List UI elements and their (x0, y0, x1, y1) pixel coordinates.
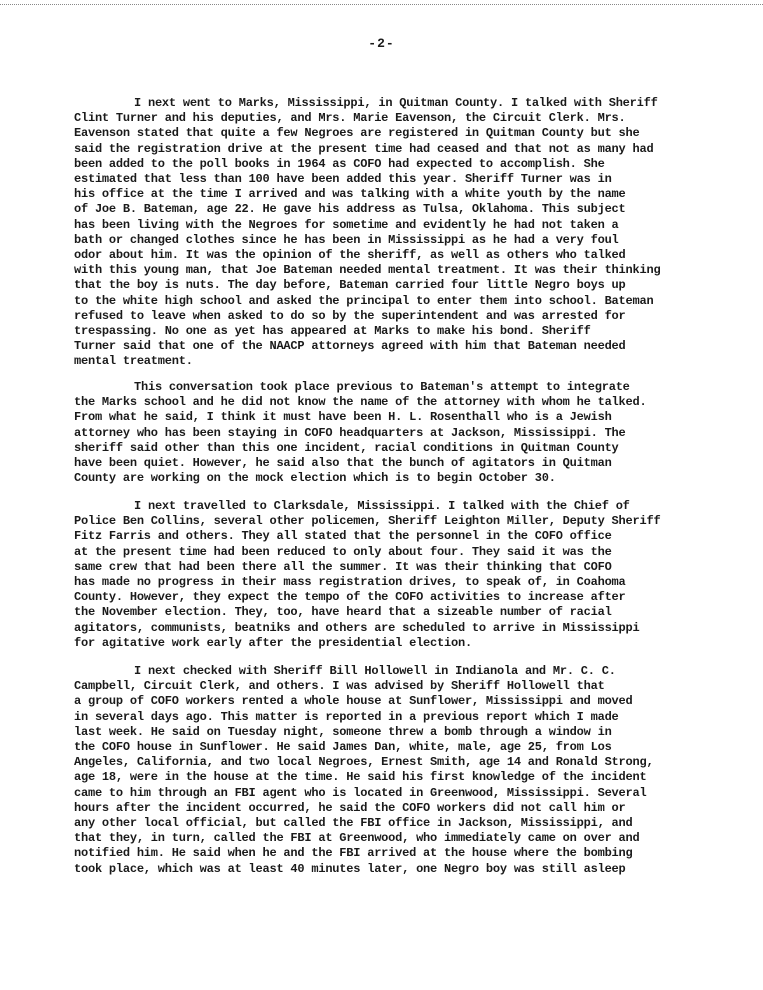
text-line: This conversation took place previous to Bateman's attempt to integrate (134, 380, 630, 394)
text-line: hours after the incident occurred, he said the COFO workers did not call him or (74, 800, 626, 815)
text-line: Clint Turner and his deputies, and Mrs. Marie Eavenson, the Circuit Clerk. Mrs. (74, 111, 626, 126)
paragraph-rosenthall (74, 380, 714, 486)
text-line: age 18, were in the house at the time. He said his first knowledge of the incident (74, 770, 647, 785)
text-line: in several days ago. This matter is reported in a previous report which I made (74, 709, 619, 724)
text-line: County. However, they expect the tempo of the COFO activities to increase after (74, 590, 626, 605)
text-line: been added to the poll books in 1964 as COFO had expected to accomplish. She (74, 156, 605, 171)
text-line: sheriff said other than this one incident, racial conditions in Quitman County (74, 440, 619, 455)
text-line: said the registration drive at the present time had ceased and that not as many had (74, 141, 654, 156)
text-line: the November election. They, too, have heard that a sizeable number of racial (74, 605, 612, 620)
page-top-edge (0, 4, 763, 5)
text-line: County are working on the mock election which is to begin October 30. (74, 471, 556, 486)
text-line: mental treatment. (74, 354, 193, 369)
text-line: estimated that less than 100 have been added this year. Sheriff Turner was in (74, 172, 612, 187)
text-line: trespassing. No one as yet has appeared at Marks to make his bond. Sheriff (74, 324, 591, 339)
text-line: agitators, communists, beatniks and others are scheduled to arrive in Mississippi (74, 620, 640, 635)
text-line: the Marks school and he did not know the name of the attorney with whom he talked. (74, 395, 647, 410)
text-line: his office at the time I arrived and was talking with a white youth by the name (74, 187, 626, 202)
text-line: From what he said, I think it must have been H. L. Rosenthall who is a Jewish (74, 410, 612, 425)
text-line: Turner said that one of the NAACP attorneys agreed with him that Bateman needed (74, 339, 626, 354)
text-line: I next checked with Sheriff Bill Hollowell in Indianola and Mr. C. C. (134, 664, 616, 678)
text-line: came to him through an FBI agent who is located in Greenwood, Mississippi. Several (74, 785, 647, 800)
text-line: refused to leave when asked to do so by the superintendent and was arrested for (74, 308, 626, 323)
text-line: any other local official, but called the FBI office in Jackson, Mississippi, and (74, 816, 633, 831)
page-number: -2- (368, 36, 395, 51)
text-line: took place, which was at least 40 minutes later, one Negro boy was still asleep (74, 861, 626, 876)
text-line: last week. He said on Tuesday night, someone threw a bomb through a window in (74, 724, 612, 739)
paragraph-clarksdale (74, 499, 714, 651)
text-line: Angeles, California, and two local Negroes, Ernest Smith, age 14 and Ronald Strong, (74, 755, 654, 770)
text-line: to the white high school and asked the principal to enter them into school. Bateman (74, 293, 654, 308)
text-line: has been living with the Negroes for sometime and evidently he had not taken a (74, 217, 619, 232)
text-line: Eavenson stated that quite a few Negroes are registered in Quitman County but she (74, 126, 640, 141)
text-line: at the present time had been reduced to only about four. They said it was the (74, 544, 612, 559)
text-line: that they, in turn, called the FBI at Greenwood, who immediately came on over and (74, 831, 640, 846)
text-line: for agitative work early after the presidential election. (74, 635, 472, 650)
text-line: bath or changed clothes since he has been in Mississippi as he had a very foul (74, 232, 619, 247)
text-line: I next went to Marks, Mississippi, in Quitman County. I talked with Sheriff (134, 96, 658, 110)
text-line: that the boy is nuts. The day before, Bateman carried four little Negro boys up (74, 278, 626, 293)
text-line: attorney who has been staying in COFO headquarters at Jackson, Mississippi. The (74, 425, 626, 440)
text-line: of Joe B. Bateman, age 22. He gave his address as Tulsa, Oklahoma. This subject (74, 202, 626, 217)
paragraph-marks-quitman (74, 96, 714, 370)
text-line: the COFO house in Sunflower. He said James Dan, white, male, age 25, from Los (74, 740, 612, 755)
text-line: Police Ben Collins, several other policemen, Sheriff Leighton Miller, Deputy Sheriff (74, 514, 661, 529)
text-line: has made no progress in their mass registration drives, to speak of, in Coahoma (74, 575, 626, 590)
text-line: same crew that had been there all the summer. It was their thinking that COFO (74, 559, 612, 574)
text-line: odor about him. It was the opinion of the sheriff, as well as others who talked (74, 248, 626, 263)
text-line: Fitz Farris and others. They all stated that the personnel in the COFO office (74, 529, 612, 544)
text-line: with this young man, that Joe Bateman needed mental treatment. It was their thinking (74, 263, 661, 278)
text-line: have been quiet. However, he said also that the bunch of agitators in Quitman (74, 456, 612, 471)
text-line: I next travelled to Clarksdale, Mississippi. I talked with the Chief of (134, 499, 630, 513)
text-line: notified him. He said when he and the FBI arrived at the house where the bombing (74, 846, 633, 861)
text-line: Campbell, Circuit Clerk, and others. I was advised by Sheriff Hollowell that (74, 679, 605, 694)
text-line: a group of COFO workers rented a whole house at Sunflower, Mississippi and moved (74, 694, 633, 709)
paragraph-indianola-sunflower (74, 664, 714, 877)
